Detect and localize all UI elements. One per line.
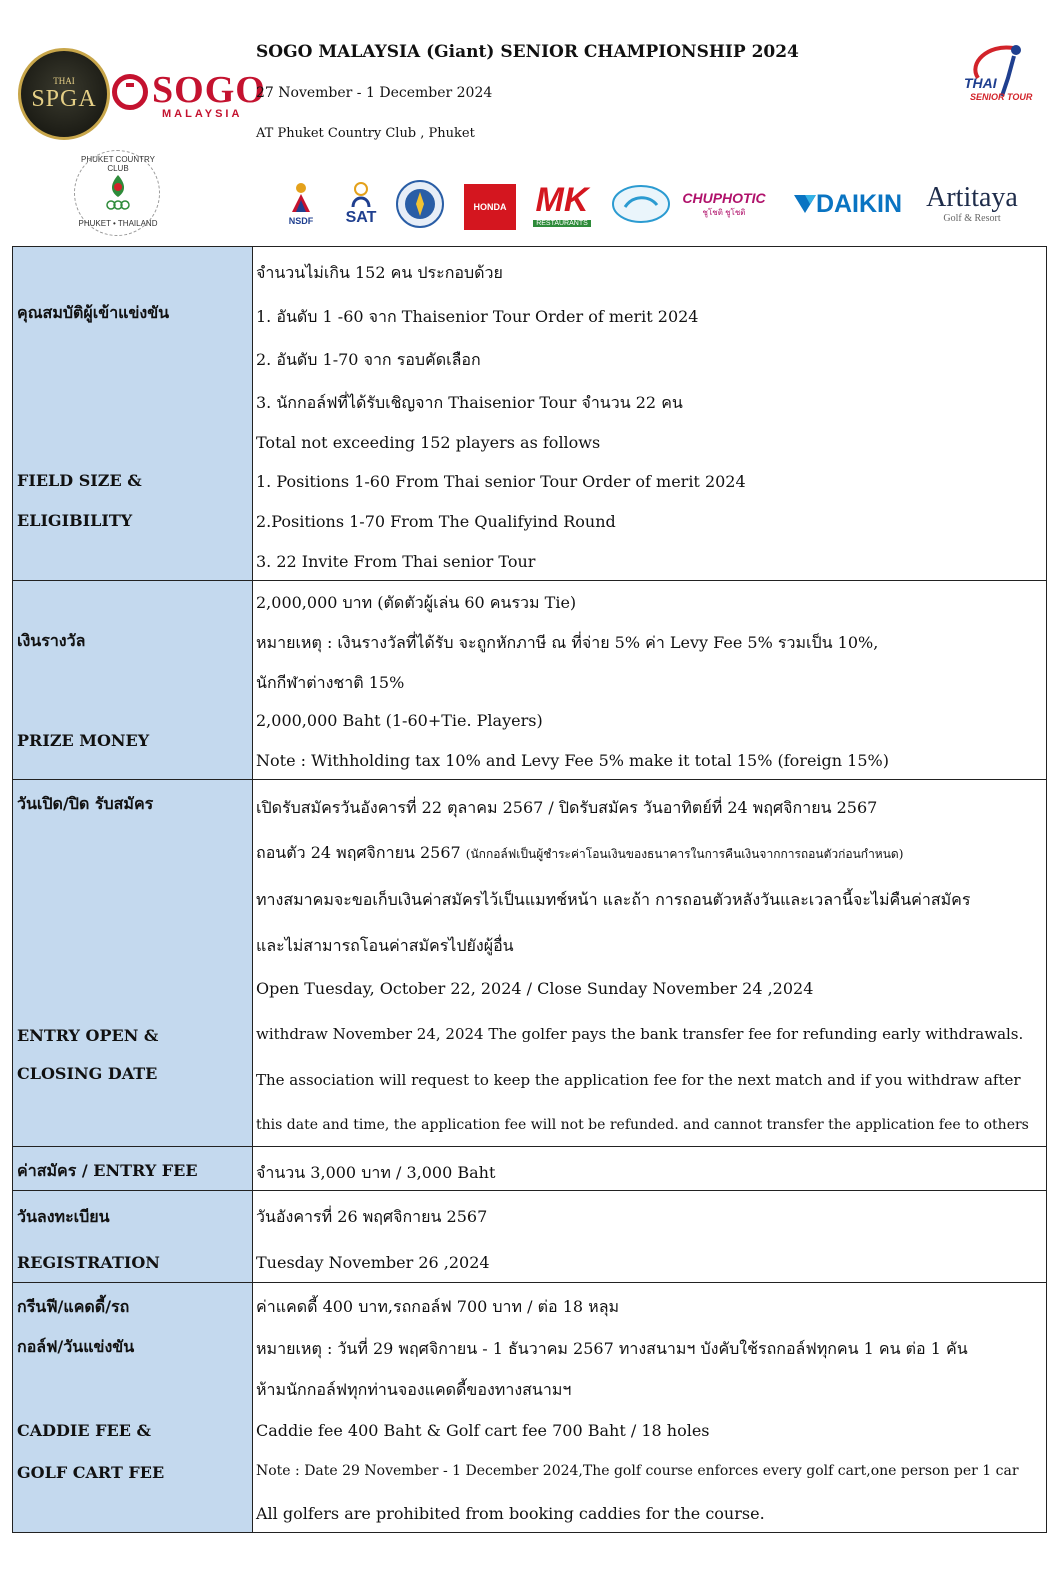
chuphotic-sub-text: ชูโชติ ชูโชติ [702, 207, 746, 217]
prize-money-line: หมายเหตุ : เงินรางวัลที่ได้รับ จะถูกหักภาษี ณ ที่จ่าย 5% ค่า Levy Fee 5% รวมเป็น 10%, [256, 633, 879, 652]
registration-label-en: REGISTRATION [17, 1253, 160, 1272]
mk-restaurants-logo [530, 172, 594, 236]
withdraw-date-th: ถอนตัว 24 พฤศจิกายน 2567 [256, 843, 461, 862]
prize-money-line: 2,000,000 บาท (ตัดตัวผู้เล่น 60 คนรวม Tie) [256, 593, 577, 612]
nsdf-emblem-icon [286, 182, 316, 216]
chuphotic-logo [674, 172, 774, 236]
prize-money-line: 2,000,000 Baht (1-60+Tie. Players) [256, 711, 543, 730]
page-header [0, 0, 1060, 246]
caddie-fee-line: ห้ามนักกอล์ฟทุกท่านจองแคดดี้ของทางสนามฯ [256, 1380, 572, 1399]
mk-text: MK [535, 181, 589, 219]
entry-dates-line: Open Tuesday, October 22, 2024 / Close Sunday November 24 ,2024 [256, 979, 814, 998]
caddie-fee-content-cell [253, 1283, 1047, 1533]
championship-info-table [12, 246, 1047, 1533]
field-size-line: 2. อันดับ 1-70 จาก รอบคัดเลือก [256, 350, 481, 369]
blue-oval-logo [610, 172, 672, 236]
sat-emblem-icon [347, 181, 375, 209]
field-size-line: Total not exceeding 152 players as follows [256, 433, 601, 452]
entry-dates-line: this date and time, the application fee will not be refunded. and cannot transfer the application fee to others [256, 1117, 1029, 1133]
field-size-content-cell [253, 247, 1047, 581]
row-field-size [13, 247, 1047, 581]
entry-dates-line [256, 841, 903, 866]
entry-dates-line: ทางสมาคมจะขอเก็บเงินค่าสมัครไว้เป็นแมทช์หน้า และถ้า การถอนตัวหลังวันและเวลานี้จะไม่คืนค่าสมัคร [256, 890, 971, 909]
field-size-label-th: คุณสมบัติผู้เข้าแข่งขัน [17, 303, 170, 322]
entry-dates-label-cell [13, 780, 253, 1147]
senior-tour-logo-text: SENIOR TOUR [970, 92, 1033, 102]
caddie-fee-line: All golfers are prohibited from booking caddies for the course. [256, 1504, 765, 1523]
artitaya-sub-text: Golf & Resort [943, 213, 1001, 224]
caddie-fee-label-th-1: กรีนฟี/แคดดี้/รถ [17, 1297, 130, 1316]
entry-fee-label: ค่าสมัคร / ENTRY FEE [17, 1161, 198, 1180]
registration-content-cell [253, 1191, 1047, 1283]
field-size-line: 2.Positions 1-70 From The Qualifyind Round [256, 512, 616, 531]
prize-money-label-cell [13, 581, 253, 780]
row-prize-money [13, 581, 1047, 780]
field-size-line: จำนวนไม่เกิน 152 คน ประกอบด้วย [256, 263, 503, 282]
sogo-logo-subtext: MALAYSIA [162, 108, 243, 120]
phuket-country-club-logo [74, 150, 160, 236]
entry-dates-label-en-2: CLOSING DATE [17, 1064, 158, 1083]
prize-money-line: Note : Withholding tax 10% and Levy Fee 5% make it total 15% (foreign 15%) [256, 751, 889, 770]
caddie-fee-label-cell [13, 1283, 253, 1533]
field-size-label-en-2: ELIGIBILITY [17, 511, 133, 530]
caddie-fee-line: ค่าแคดดี้ 400 บาท,รถกอล์ฟ 700 บาท / ต่อ 18 หลุม [256, 1297, 620, 1316]
sat-logo [340, 172, 382, 236]
prize-money-content-cell [253, 581, 1047, 780]
pcc-logo-bottom-text: PHUKET • THAILAND [78, 219, 158, 228]
caddie-fee-line: หมายเหตุ : วันที่ 29 พฤศจิกายน - 1 ธันวาคม 2567 ทางสนามฯ บังคับใช้รถกอล์ฟทุกคน 1 คน ต่อ 1 คัน [256, 1339, 968, 1358]
pcc-logo-top-text: PHUKET COUNTRY CLUB [81, 155, 155, 173]
field-size-label-en-1: FIELD SIZE & [17, 471, 142, 490]
artitaya-text: Artitaya [926, 182, 1018, 213]
entry-dates-line: withdraw November 24, 2024 The golfer pays the bank transfer fee for refunding early withdrawals. [256, 1025, 1024, 1043]
event-venue: AT Phuket Country Club , Phuket [256, 126, 475, 141]
registration-label-cell [13, 1191, 253, 1283]
spga-logo-small-text: THAI [53, 75, 75, 86]
row-entry-fee [13, 1147, 1047, 1191]
prize-money-label-en: PRIZE MONEY [17, 731, 150, 750]
mk-sub-text: RESTAURANTS [533, 220, 591, 227]
daikin-text: DAIKIN [815, 189, 903, 218]
honda-text: HONDA [473, 202, 507, 212]
emblem-logo [394, 172, 446, 236]
row-registration [13, 1191, 1047, 1283]
row-caddie-fee [13, 1283, 1047, 1533]
thai-senior-tour-logo [958, 38, 1038, 104]
entry-fee-label-cell [13, 1147, 253, 1191]
withdraw-note-th: (นักกอล์ฟเป็นผู้ชำระค่าโอนเงินของธนาคารในการคืนเงินจากการถอนตัวก่อนกำหนด) [465, 847, 904, 861]
entry-dates-line: เปิดรับสมัครวันอังคารที่ 22 ตุลาคม 2567 / ปิดรับสมัคร วันอาทิตย์ที่ 24 พฤศจิกายน 2567 [256, 798, 878, 817]
thai-logo-text: THAI [964, 75, 997, 91]
caddie-fee-label-th-2: กอล์ฟ/วันแข่งขัน [17, 1337, 135, 1356]
caddie-fee-line: Caddie fee 400 Baht & Golf cart fee 700 Baht / 18 holes [256, 1421, 710, 1440]
field-size-label-cell [13, 247, 253, 581]
spga-logo-text: SPGA [31, 85, 97, 112]
entry-dates-content-cell [253, 780, 1047, 1147]
nsdf-text: NSDF [288, 216, 314, 226]
sat-text: SAT [345, 209, 377, 226]
row-entry-dates [13, 780, 1047, 1147]
entry-dates-line: The association will request to keep the application fee for the next match and if you withdraw after [256, 1071, 1021, 1089]
registration-line: วันอังคารที่ 26 พฤศจิกายน 2567 [256, 1207, 488, 1226]
pcc-emblem-icon [103, 173, 133, 213]
field-size-line: 3. นักกอล์ฟที่ได้รับเชิญจาก Thaisenior Tour จำนวน 22 คน [256, 393, 683, 412]
round-emblem-icon [395, 178, 445, 230]
entry-fee-content-cell [253, 1147, 1047, 1191]
caddie-fee-label-en-2: GOLF CART FEE [17, 1463, 165, 1482]
artitaya-logo [914, 172, 1030, 236]
registration-line: Tuesday November 26 ,2024 [256, 1253, 490, 1272]
chuphotic-text: CHUPHOTIC [682, 189, 766, 206]
sponsor-logos [278, 172, 1038, 236]
entry-dates-label-en-1: ENTRY OPEN & [17, 1026, 159, 1045]
sogo-mark-icon [112, 74, 148, 110]
registration-label-th: วันลงทะเบียน [17, 1207, 110, 1226]
honda-logo [464, 184, 516, 230]
sogo-logo-text: SOGO [152, 69, 266, 111]
entry-fee-line: จำนวน 3,000 บาท / 3,000 Baht [256, 1163, 496, 1182]
oval-emblem-icon [611, 183, 671, 225]
caddie-fee-label-en-1: CADDIE FEE & [17, 1421, 151, 1440]
thai-spga-logo [18, 48, 110, 140]
entry-dates-line: และไม่สามารถโอนค่าสมัครไปยังผู้อื่น [256, 936, 514, 955]
field-size-line: 1. อันดับ 1 -60 จาก Thaisenior Tour Order of merit 2024 [256, 307, 699, 326]
prize-money-label-th: เงินรางวัล [17, 631, 86, 650]
event-dates: 27 November - 1 December 2024 [256, 85, 493, 101]
caddie-fee-line: Note : Date 29 November - 1 December 2024,The golf course enforces every golf cart,one person per 1 car [256, 1463, 1019, 1479]
daikin-mark-icon [794, 193, 816, 215]
entry-dates-label-th: วันเปิด/ปิด รับสมัคร [17, 794, 154, 813]
field-size-line: 1. Positions 1-60 From Thai senior Tour Order of merit 2024 [256, 472, 746, 491]
field-size-line: 3. 22 Invite From Thai senior Tour [256, 552, 536, 571]
prize-money-line: นักกีฬาต่างชาติ 15% [256, 673, 405, 692]
nsdf-logo [278, 172, 324, 236]
sogo-malaysia-logo [112, 69, 266, 122]
daikin-logo [792, 172, 904, 236]
event-title: SOGO MALAYSIA (Giant) SENIOR CHAMPIONSHIP 2024 [256, 42, 799, 62]
